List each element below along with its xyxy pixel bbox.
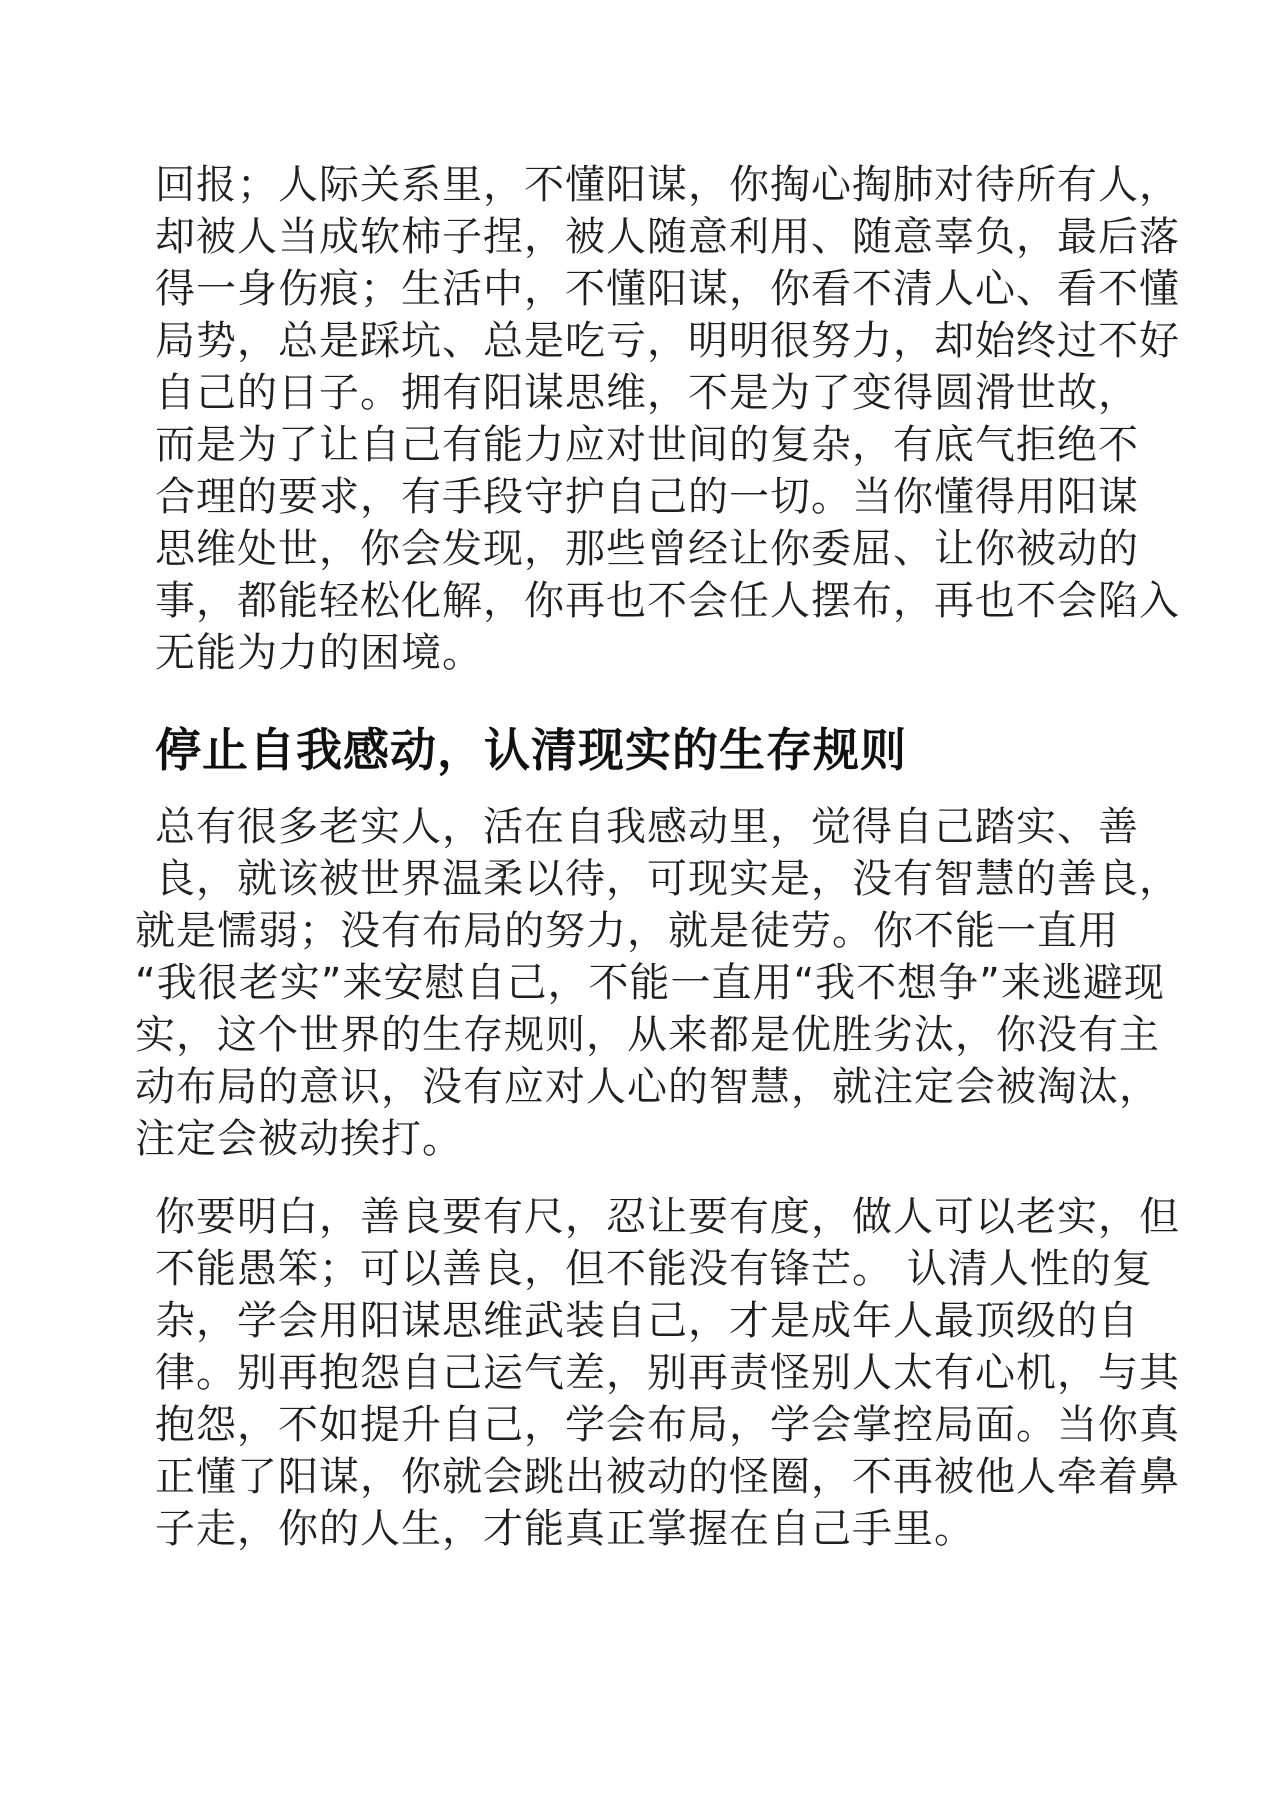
paragraph-line: 总有很多老实人，活在自我感动里，觉得自己踏实、善 <box>155 804 1139 850</box>
paragraph-line: 抱怨，不如提升自己，学会布局，学会掌控局面。当你真 <box>155 1402 1180 1448</box>
paragraph-line: 动布局的意识，没有应对人心的智慧，就注定会被淘汰， <box>135 1064 1160 1110</box>
paragraph-line: 就是懦弱；没有布局的努力，就是徒劳。你不能一直用 <box>135 908 1119 954</box>
paragraph-line: 杂，学会用阳谋思维武装自己，才是成年人最顶级的自 <box>155 1298 1139 1344</box>
paragraph-line: 自己的日子。拥有阳谋思维，不是为了变得圆滑世故， <box>155 370 1139 416</box>
paragraph-line: 良，就该被世界温柔以待，可现实是，没有智慧的善良， <box>155 856 1180 902</box>
section-heading: 停止自我感动，认清现实的生存规则 <box>155 723 907 777</box>
paragraph-line: 子走，你的人生，才能真正掌握在自己手里。 <box>155 1506 975 1552</box>
paragraph-line: 律。别再抱怨自己运气差，别再责怪别人太有心机，与其 <box>155 1350 1180 1396</box>
paragraph-line: 回报；人际关系里，不懂阳谋，你掏心掏肺对待所有人， <box>155 162 1180 208</box>
paragraph-line: 无能为力的困境。 <box>155 630 483 676</box>
paragraph-line: 注定会被动挨打。 <box>135 1116 463 1162</box>
paragraph-line: 却被人当成软柿子捏，被人随意利用、随意辜负，最后落 <box>155 214 1180 260</box>
paragraph-line: 正懂了阳谋，你就会跳出被动的怪圈，不再被他人牵着鼻 <box>155 1454 1180 1500</box>
paragraph-line: 你要明白，善良要有尺，忍让要有度，做人可以老实，但 <box>155 1194 1180 1240</box>
paragraph-line: 合理的要求，有手段守护自己的一切。当你懂得用阳谋 <box>155 474 1139 520</box>
paragraph-line: 思维处世，你会发现，那些曾经让你委屈、让你被动的 <box>155 526 1139 572</box>
paragraph-line: 而是为了让自己有能力应对世间的复杂，有底气拒绝不 <box>155 422 1139 468</box>
paragraph-line: 事，都能轻松化解，你再也不会任人摆布，再也不会陷入 <box>155 578 1180 624</box>
paragraph-line: 实，这个世界的生存规则，从来都是优胜劣汰，你没有主 <box>135 1012 1160 1058</box>
paragraph-line: 得一身伤痕；生活中，不懂阳谋，你看不清人心、看不懂 <box>155 266 1180 312</box>
paragraph-line: 不能愚笨；可以善良，但不能没有锋芒。 认清人性的复 <box>155 1246 1153 1292</box>
paragraph-line: 局势，总是踩坑、总是吃亏，明明很努力，却始终过不好 <box>155 318 1180 364</box>
paragraph-line: “我很老实”来安慰自己，不能一直用“我不想争”来逃避现 <box>135 960 1165 1006</box>
